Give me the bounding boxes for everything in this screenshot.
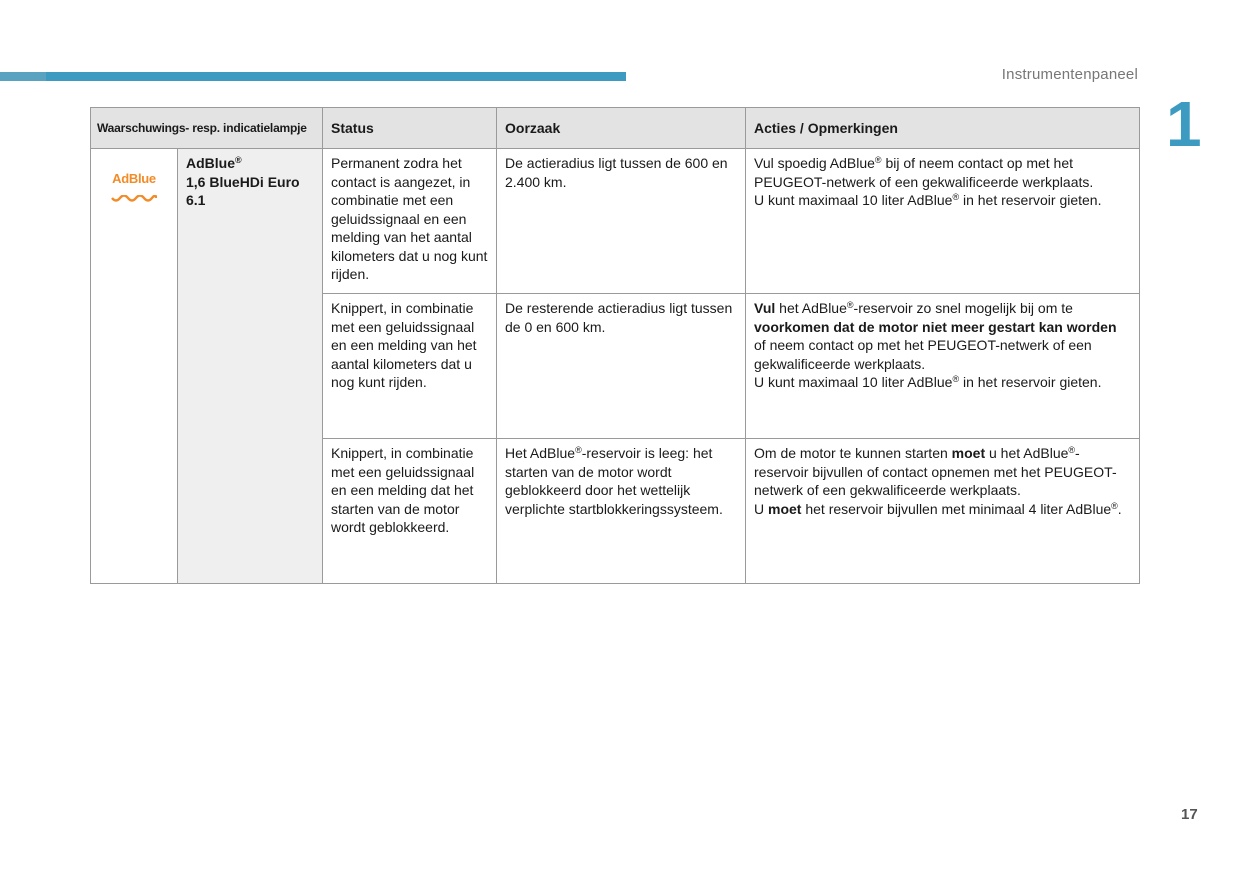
section-title: Instrumentenpaneel xyxy=(1001,66,1138,83)
status-cell: Knippert, in combinatie met een geluidssignaal en een melding van het aantal kilometers dat u nog kunt rijden. xyxy=(323,294,497,439)
action-cell: Vul het AdBlue®-reservoir zo snel mogelijk bij om te voorkomen dat de motor niet meer gestart kan worden of neem contact op met het PEUGEOT-netwerk of een gekwalificeerde werkplaats. U kunt maximaal 10 liter AdBlue® in het reservoir gieten. xyxy=(746,294,1140,439)
header-accent-bar-left xyxy=(0,72,46,81)
lamp-name-registered-mark: ® xyxy=(235,155,242,165)
adblue-icon xyxy=(111,170,157,207)
chapter-number: 1 xyxy=(1166,88,1202,160)
cause-cell: Het AdBlue®-reservoir is leeg: het starten van de motor wordt geblokkeerd door het wettelijk verplichte startblokkeringssysteem. xyxy=(497,439,746,584)
column-header-cause: Oorzaak xyxy=(497,108,746,149)
column-header-lamp: Waarschuwings- resp. indicatielampje xyxy=(91,108,323,149)
page-number: 17 xyxy=(1181,806,1198,823)
header-accent-bar xyxy=(46,72,626,81)
action-cell: Vul spoedig AdBlue® bij of neem contact op met het PEUGEOT-netwerk of een gekwalificeerde werkplaats. U kunt maximaal 10 liter AdBlue® in het reservoir gieten. xyxy=(746,149,1140,294)
lamp-name-cell xyxy=(178,149,323,584)
table-row xyxy=(91,149,1140,294)
lamp-name: AdBlue xyxy=(186,155,235,171)
action-cell: Om de motor te kunnen starten moet u het AdBlue®-reservoir bijvullen of contact opnemen met het PEUGEOT-netwerk of een gekwalificeerde werkplaats. U moet het reservoir bijvullen met minimaal 4 liter AdBlue®. xyxy=(746,439,1140,584)
cause-cell: De resterende actieradius ligt tussen de 0 en 600 km. xyxy=(497,294,746,439)
lamp-icon-cell xyxy=(91,149,178,584)
cause-cell: De actieradius ligt tussen de 600 en 2.400 km. xyxy=(497,149,746,294)
table-header-row xyxy=(91,108,1140,149)
status-cell: Knippert, in combinatie met een geluidssignaal en een melding dat het starten van de motor wordt geblokkeerd. xyxy=(323,439,497,584)
column-header-actions: Acties / Opmerkingen xyxy=(746,108,1140,149)
adblue-icon-label: AdBlue xyxy=(112,171,156,186)
status-cell: Permanent zodra het contact is aangezet, in combinatie met een geluidssignaal en een melding van het aantal kilometers dat u nog kunt rijden. xyxy=(323,149,497,294)
column-header-status: Status xyxy=(323,108,497,149)
adblue-icon-waves xyxy=(111,195,157,203)
lamp-engine-variant: 1,6 BlueHDi Euro 6.1 xyxy=(186,173,300,208)
warning-lamp-table xyxy=(90,107,1140,584)
